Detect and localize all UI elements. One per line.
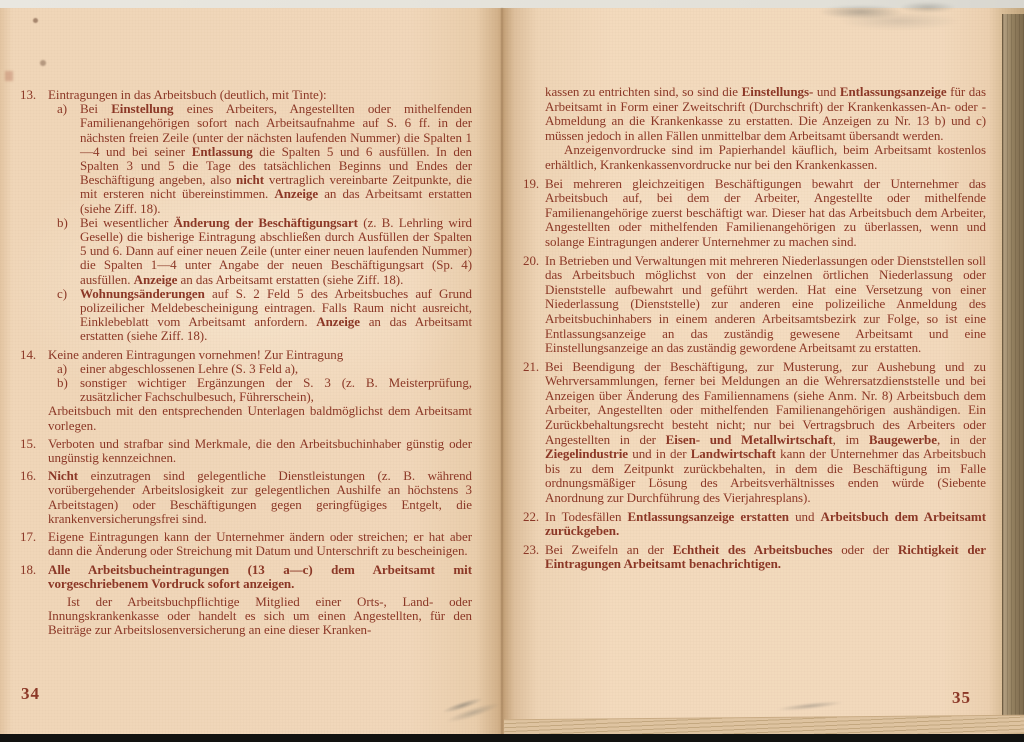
item-text: Anzeigenvordrucke sind im Papierhandel käuflich, beim Arbeitsamt kostenlos erhältlich, Krankenkassenvordrucke nur bei den Krankenkassen. bbox=[545, 142, 986, 172]
paragraph bbox=[20, 595, 472, 638]
stain-mark bbox=[5, 71, 13, 81]
item-text: Bei wesentlicher Änderung der Beschäftigungsart (z. B. Lehrling wird Geselle) die bisherige Eintragung abschließen durch Ausfüllen der Spalten 5 und 6. Dann auf einer neuen Zeile (unter einer neuen laufenden Nummer) die Spalten 1—4 unter Angabe der neuen Beschäftigungsart (Sp. 4) ausfüllen. Anzeige an das Arbeitsamt erstatten (siehe Ziff. 18). bbox=[80, 214, 472, 287]
item-text: Wohnungsänderungen auf S. 2 Feld 5 des Arbeitsbuches auf Grund polizeilicher Meldebescheinigung eintragen. Falls Raum nicht ausreicht, Einklebeblatt vom Arbeitsamt anfordern. Anzeige an das Arbeitsamt erstatten (siehe Ziff. 18). bbox=[80, 285, 473, 344]
list-item bbox=[523, 177, 986, 250]
list-item bbox=[57, 216, 472, 287]
list-item bbox=[20, 469, 472, 526]
list-item bbox=[57, 362, 472, 376]
list-item bbox=[20, 88, 472, 102]
item-text: Keine anderen Eintragungen vornehmen! Zur Eintragung bbox=[48, 346, 344, 362]
bottom-shadow bbox=[0, 734, 1024, 742]
page-number-left: 34 bbox=[21, 684, 40, 703]
item-number: 13. bbox=[20, 87, 37, 102]
item-number: a) bbox=[57, 360, 67, 376]
item-text: Eintragungen in das Arbeitsbuch (deutlich, mit Tinte): bbox=[48, 87, 327, 102]
list-item bbox=[523, 360, 986, 506]
list-item bbox=[523, 254, 986, 356]
page-number-right: 35 bbox=[952, 688, 971, 707]
list-item bbox=[57, 376, 472, 404]
background-top-strip bbox=[0, 0, 1024, 8]
item-number bbox=[20, 404, 48, 432]
item-text: Eigene Eintragungen kann der Unternehmer ändern oder streichen; er hat aber dann die Änderung oder Streichung mit Datum und Unterschrift zu bescheinigen. bbox=[48, 529, 472, 559]
open-book-spread bbox=[0, 8, 1024, 735]
item-text: sonstiger wichtiger Ergänzungen der S. 3 (z. B. Meisterprüfung, zusätzlicher Fachschulbesuch, Führerschein), bbox=[80, 375, 472, 405]
item-number: 21. bbox=[523, 358, 540, 374]
book-gutter-crease bbox=[501, 8, 503, 735]
item-text: In Todesfällen Entlassungsanzeige erstatten und Arbeitsbuch dem Arbeitsamt zurückgeben. bbox=[545, 508, 986, 539]
ink-speck bbox=[40, 60, 46, 66]
item-number: 20. bbox=[523, 252, 540, 268]
item-number bbox=[20, 595, 48, 638]
item-number bbox=[523, 143, 545, 172]
item-text: Alle Arbeitsbucheintragungen (13 a—c) dem Arbeitsamt mit vorgeschriebenem Vordruck sofort anzeigen. bbox=[48, 561, 472, 591]
list-item bbox=[57, 287, 472, 344]
item-text: Bei Einstellung eines Arbeiters, Angestellten oder mithelfenden Familienangehörigen sofort nach Arbeitsaufnahme auf S. 6 ff. in der nächsten freien Zeile (unter der nächsten laufenden Nummer) die Spalten 1—4 und bei seiner Entlassung die Spalten 5 und 6 ausfüllen. In den Spalten 3 und 5 die Tage des tatsächlichen Beginns und Endes der Beschäftigung angeben, also nicht vertraglich vereinbarte Zeitpunkte, die mit ersteren nicht übereinstimmen. Anzeige an das Arbeitsamt erstatten (siehe Ziff. 18). bbox=[80, 101, 473, 216]
item-text: kassen zu entrichten sind, so sind die Einstellungs- und Entlassungsanzeige für das Arbeitsamt in Form einer Zweitschrift (Durchschrift) der Krankenkassen-An- oder -Abmeldung an die Krankenkasse zu erstatten. Die Anzeigen zu Nr. 13 b) und c) müssen jedoch in allen Fällen unmittelbar dem Arbeitsamt übersandt werden. bbox=[545, 84, 986, 143]
ink-speck bbox=[33, 18, 38, 23]
item-number: 18. bbox=[20, 561, 37, 577]
paragraph bbox=[523, 143, 986, 172]
item-text: Verboten und strafbar sind Merkmale, die den Arbeitsbuchinhaber günstig oder ungünstig kennzeichnen. bbox=[48, 435, 472, 466]
item-number: 19. bbox=[523, 175, 540, 191]
list-item bbox=[20, 348, 472, 362]
item-number: c) bbox=[57, 285, 67, 301]
item-number: 16. bbox=[20, 468, 37, 484]
item-text: Bei mehreren gleichzeitigen Beschäftigungen bewahrt der Unternehmer das Arbeitsbuch auf, bei dem der Arbeiter, Angestellte oder mithelfende Familienangehörige zuerst beschäftigt war. Dieser hat das Arbeitsbuch dem Arbeiter, Angestellten oder mithelfenden Familienangehörigen zu überlassen, wenn und solange Eintragungen anderer Unternehmer zu machen sind. bbox=[545, 175, 986, 249]
item-number: b) bbox=[57, 375, 68, 391]
item-number: b) bbox=[57, 214, 68, 230]
list-item bbox=[20, 563, 472, 591]
item-number: 23. bbox=[523, 541, 540, 557]
item-text: Bei Zweifeln an der Echtheit des Arbeitsbuches oder der Richtigkeit der Eintragungen Arbeitsamt benachrichtigen. bbox=[545, 541, 986, 572]
item-text: In Betrieben und Verwaltungen mit mehreren Niederlassungen oder Dienststellen soll das Arbeitsbuch möglichst von der einzelnen örtlichen Niederlassung oder Dienststelle aufbewahrt und geführt werden. Hat eine Versetzung von einer Niederlassung (Dienststelle) zur anderen eine polizeiliche Anmeldung des Arbeitsbuchinhabers in einem anderen Arbeitsamtsbezirk zur Folge, so ist eine Entlassungsanzeige an das zuständig gewesene Arbeitsamt und eine Einstellungsanzeige an das zuständig gewordene Arbeitsamt zu erstatten. bbox=[545, 252, 986, 356]
list-item bbox=[57, 102, 472, 216]
item-number: 22. bbox=[523, 508, 540, 524]
right-page-content bbox=[523, 85, 986, 572]
item-text: Nicht einzutragen sind gelegentliche Dienstleistungen (z. B. während vorübergehender Arbeitslosigkeit zur gelegentlichen Aushilfe an höchstens 3 Arbeitstagen) oder Beschäftigungen gegen geringfügiges Entgelt, die krankenversicherungsfrei sind. bbox=[48, 468, 472, 526]
list-item bbox=[20, 530, 472, 558]
item-text: Arbeitsbuch mit den entsprechenden Unterlagen baldmöglichst dem Arbeitsamt vorlegen. bbox=[48, 403, 472, 433]
list-item bbox=[523, 510, 986, 539]
list-item bbox=[523, 543, 986, 572]
paragraph bbox=[523, 85, 986, 143]
item-text: Bei Beendigung der Beschäftigung, zur Musterung, zur Aushebung und zu Wehrversammlungen, ferner bei Meldungen an die Wehrersatzdienststelle und bei Anzeigen über Änderung des Familiennamens (siehe Anm. Nr. 8) Arbeitsbuch dem Arbeiter, Angestellten oder mithelfenden Familienangehörigen aushändigen. Ein Zurückbehaltungsrecht besteht nicht; nur bei Vertragsbruch des Arbeiters oder Angestellten in der Eisen- und Metallwirtschaft, im Baugewerbe, in der Ziegelindustrie und in der Landwirtschaft kann der Unternehmer das Arbeitsbuch bis zu dem Zeitpunkt zurückbehalten, in dem die Beschäftigung im Falle ordnungsmäßiger Lösung des Arbeitsverhältnisses enden würde (Siebente Anordnung zur Durchführung des Vierjahresplans). bbox=[545, 358, 986, 506]
item-number: 15. bbox=[20, 435, 37, 451]
item-number: a) bbox=[57, 101, 67, 117]
list-item bbox=[20, 437, 472, 465]
item-number: 17. bbox=[20, 529, 37, 545]
item-text: einer abgeschlossenen Lehre (S. 3 Feld a), bbox=[80, 360, 299, 376]
item-text: Ist der Arbeitsbuchpflichtige Mitglied einer Orts-, Land- oder Innungskrankenkasse oder handelt es sich um einen Angestellten, für den Beiträge zur Arbeitslosenversicherung an eine dieser Kranken- bbox=[48, 593, 472, 638]
paragraph bbox=[20, 404, 472, 432]
left-page-content bbox=[20, 88, 472, 638]
page-block-edge bbox=[1002, 14, 1024, 724]
item-number: 14. bbox=[20, 346, 37, 362]
item-number bbox=[523, 85, 545, 143]
